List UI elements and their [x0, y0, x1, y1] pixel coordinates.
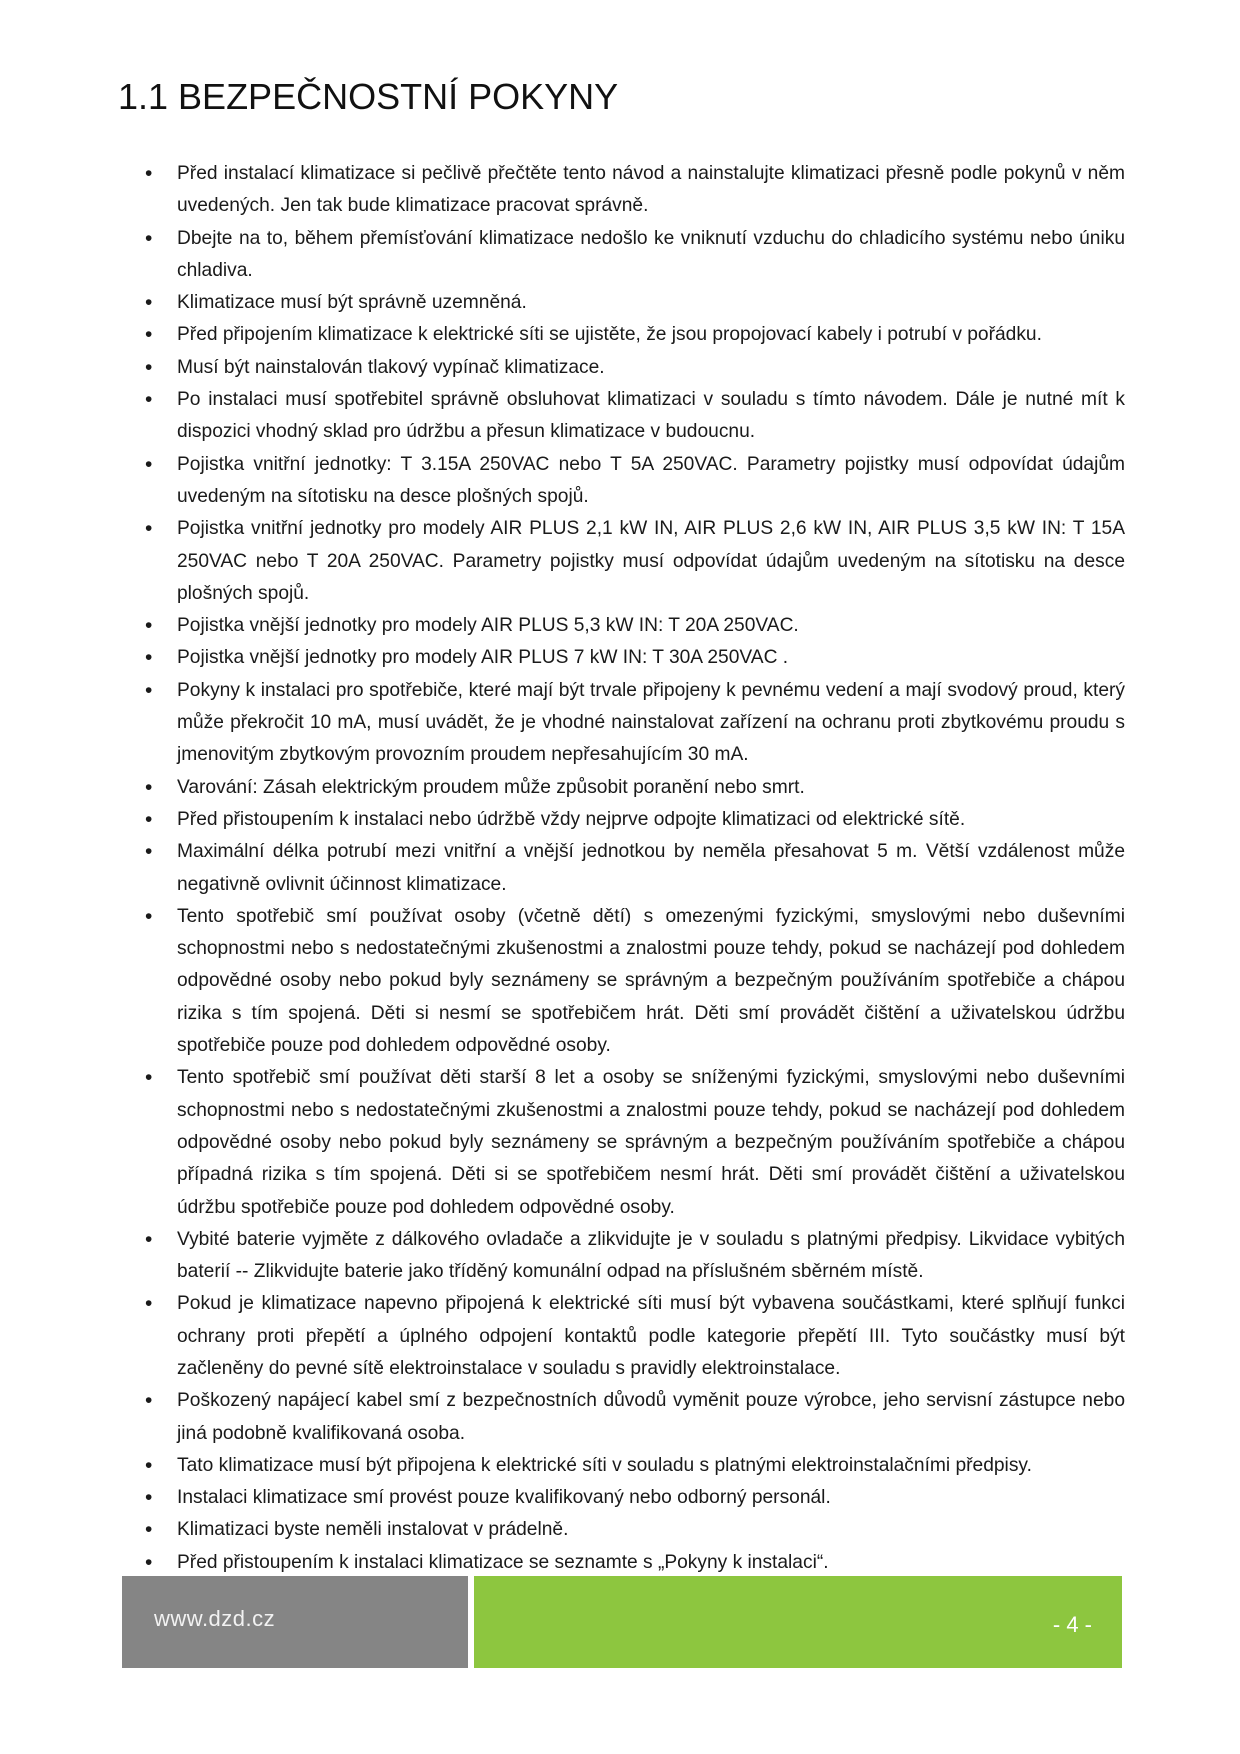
list-item: • Před připojením klimatizace k elektrické síti se ujistěte, že jsou propojovací kabely i potrubí v pořádku.: [145, 319, 1125, 351]
list-item: • Klimatizaci byste neměli instalovat v prádelně.: [145, 1514, 1125, 1546]
list-item: • Pojistka vnitřní jednotky pro modely AIR PLUS 2,1 kW IN, AIR PLUS 2,6 kW IN, AIR PLUS 3,5 kW IN: T 15A 250VAC nebo T 20A 250VAC. Parametry pojistky musí odpovídat údajům uvedeným na sítotisku na desce plošných spojů.: [145, 513, 1125, 610]
list-item: • Varování: Zásah elektrickým proudem může způsobit poranění nebo smrt.: [145, 772, 1125, 804]
footer-website-block: [122, 1576, 468, 1668]
list-item: • Maximální délka potrubí mezi vnitřní a vnější jednotkou by neměla přesahovat 5 m. Větší vzdálenost může negativně ovlivnit účinnost klimatizace.: [145, 836, 1125, 901]
list-item: • Tento spotřebič smí používat děti starší 8 let a osoby se sníženými fyzickými, smyslovými nebo duševními schopnostmi nebo s nedostatečnými zkušenostmi a znalostmi pouze tehdy, pokud se nacházejí pod dohledem odpovědné osoby nebo pokud byly seznámeny se správným a bezpečným používáním spotřebiče a chápou případná rizika s tím spojená. Děti si se spotřebičem nesmí hrát. Děti smí provádět čištění a uživatelskou údržbu spotřebiče pouze pod dohledem odpovědné osoby.: [145, 1062, 1125, 1223]
list-item: • Pokud je klimatizace napevno připojená k elektrické síti musí být vybavena součástkami, které splňují funkci ochrany proti přepětí a úplného odpojení kontaktů podle kategorie přepětí III. Tyto součástky musí být začleněny do pevné sítě elektroinstalace v souladu s pravidly elektroinstalace.: [145, 1288, 1125, 1385]
list-item: • Vybité baterie vyjměte z dálkového ovladače a zlikvidujte je v souladu s platnými předpisy. Likvidace vybitých baterií -- Zlikvidujte baterie jako tříděný komunální odpad na příslušném sběrném místě.: [145, 1224, 1125, 1289]
list-item: • Tato klimatizace musí být připojena k elektrické síti v souladu s platnými elektroinstalačními předpisy.: [145, 1450, 1125, 1482]
list-item: • Po instalaci musí spotřebitel správně obsluhovat klimatizaci v souladu s tímto návodem. Dále je nutné mít k dispozici vhodný sklad pro údržbu a přesun klimatizace v budoucnu.: [145, 384, 1125, 449]
list-item: • Poškozený napájecí kabel smí z bezpečnostních důvodů vyměnit pouze výrobce, jeho servisní zástupce nebo jiná podobně kvalifikovaná osoba.: [145, 1385, 1125, 1450]
list-item: • Před přistoupením k instalaci klimatizace se seznamte s „Pokyny k instalaci“.: [145, 1547, 1125, 1579]
list-item: • Dbejte na to, během přemísťování klimatizace nedošlo ke vniknutí vzduchu do chladicího systému nebo úniku chladiva.: [145, 223, 1125, 288]
list-item: • Instalaci klimatizace smí provést pouze kvalifikovaný nebo odborný personál.: [145, 1482, 1125, 1514]
list-item: • Musí být nainstalován tlakový vypínač klimatizace.: [145, 352, 1125, 384]
safety-instructions-list: [145, 158, 1125, 1579]
list-item: • Pojistka vnější jednotky pro modely AIR PLUS 7 kW IN: T 30A 250VAC .: [145, 642, 1125, 674]
page-number: - 4 -: [1052, 1612, 1092, 1637]
page-title: 1.1 BEZPEČNOSTNÍ POKYNY: [118, 76, 619, 117]
list-item: • Tento spotřebič smí používat osoby (včetně dětí) s omezenými fyzickými, smyslovými nebo duševními schopnostmi nebo s nedostatečnými zkušenostmi a znalostmi pouze tehdy, pokud se nacházejí pod dohledem odpovědné osoby nebo pokud byly seznámeny se správným a bezpečným používáním spotřebiče a chápou rizika s tím spojená. Děti si nesmí se spotřebičem hrát. Děti smí provádět čištění a uživatelskou údržbu spotřebiče pouze pod dohledem odpovědné osoby.: [145, 901, 1125, 1062]
list-item: • Klimatizace musí být správně uzemněná.: [145, 287, 1125, 319]
list-item: • Před přistoupením k instalaci nebo údržbě vždy nejprve odpojte klimatizaci od elektrické sítě.: [145, 804, 1125, 836]
list-item: • Pojistka vnější jednotky pro modely AIR PLUS 5,3 kW IN: T 20A 250VAC.: [145, 610, 1125, 642]
list-item: • Pojistka vnitřní jednotky: T 3.15A 250VAC nebo T 5A 250VAC. Parametry pojistky musí odpovídat údajům uvedeným na sítotisku na desce plošných spojů.: [145, 449, 1125, 514]
footer-website: www.dzd.cz: [154, 1606, 276, 1631]
list-item: • Pokyny k instalaci pro spotřebiče, které mají být trvale připojeny k pevnému vedení a mají svodový proud, který může překročit 10 mA, musí uvádět, že je vhodné nainstalovat zařízení na ochranu proti zbytkovému proudu s jmenovitým zbytkovým provozním proudem nepřesahujícím 30 mA.: [145, 675, 1125, 772]
footer-page-block: [474, 1576, 1122, 1668]
list-item: • Před instalací klimatizace si pečlivě přečtěte tento návod a nainstalujte klimatizaci přesně podle pokynů v něm uvedených. Jen tak bude klimatizace pracovat správně.: [145, 158, 1125, 223]
